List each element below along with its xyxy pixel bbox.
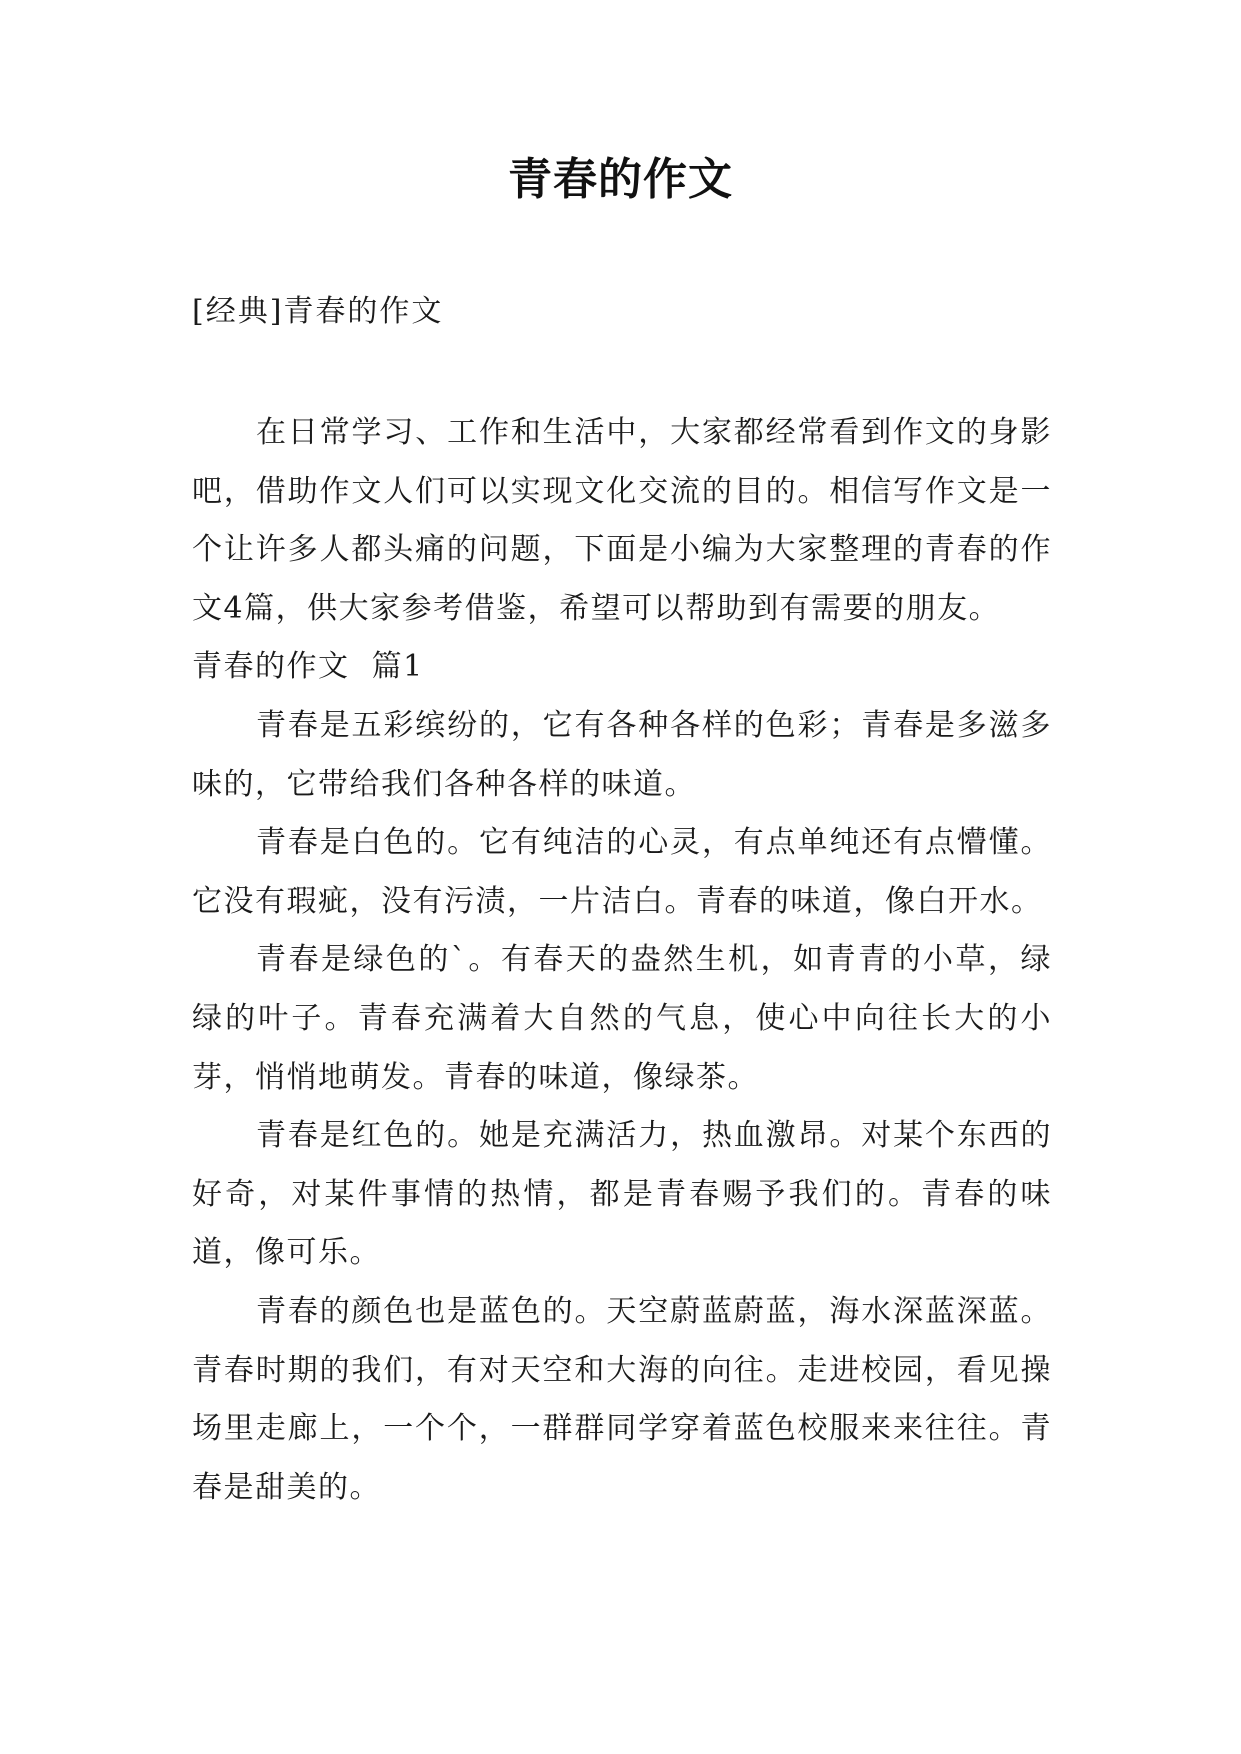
body-paragraph: 青春是五彩缤纷的，它有各种各样的色彩；青春是多滋多味的，它带给我们各种各样的味道。 — [192, 707, 1052, 802]
intro-paragraph: 在日常学习、工作和生活中，大家都经常看到作文的身影吧，借助作文人们可以实现文化交流的目的。相信写作文是一个让许多人都头痛的问题，下面是小编为大家整理的青春的作文4篇，供大家参考借鉴，希望可以帮助到有需要的朋友。 — [192, 415, 1052, 626]
document-body — [192, 404, 1052, 1517]
body-paragraph: 青春是绿色的`。有春天的盎然生机，如青青的小草，绿绿的叶子。青春充满着大自然的气息，使心中向往长大的小芽，悄悄地萌发。青春的味道，像绿茶。 — [192, 942, 1052, 1095]
section-heading: 青春的作文 篇1 — [192, 649, 424, 685]
body-paragraph: 青春是白色的。它有纯洁的心灵，有点单纯还有点懵懂。它没有瑕疵，没有污渍，一片洁白。青春的味道，像白开水。 — [192, 825, 1052, 919]
body-paragraph: 青春是红色的。她是充满活力，热血激昂。对某个东西的好奇，对某件事情的热情，都是青春赐予我们的。青春的味道，像可乐。 — [192, 1118, 1052, 1271]
document-subtitle: [经典]青春的作文 — [192, 294, 444, 329]
document-title: 青春的作文 — [508, 154, 733, 205]
body-paragraph: 青春的颜色也是蓝色的。天空蔚蓝蔚蓝，海水深蓝深蓝。青春时期的我们，有对天空和大海的向往。走进校园，看见操场里走廊上，一个个，一群群同学穿着蓝色校服来来往往。青春是甜美的。 — [192, 1293, 1052, 1505]
